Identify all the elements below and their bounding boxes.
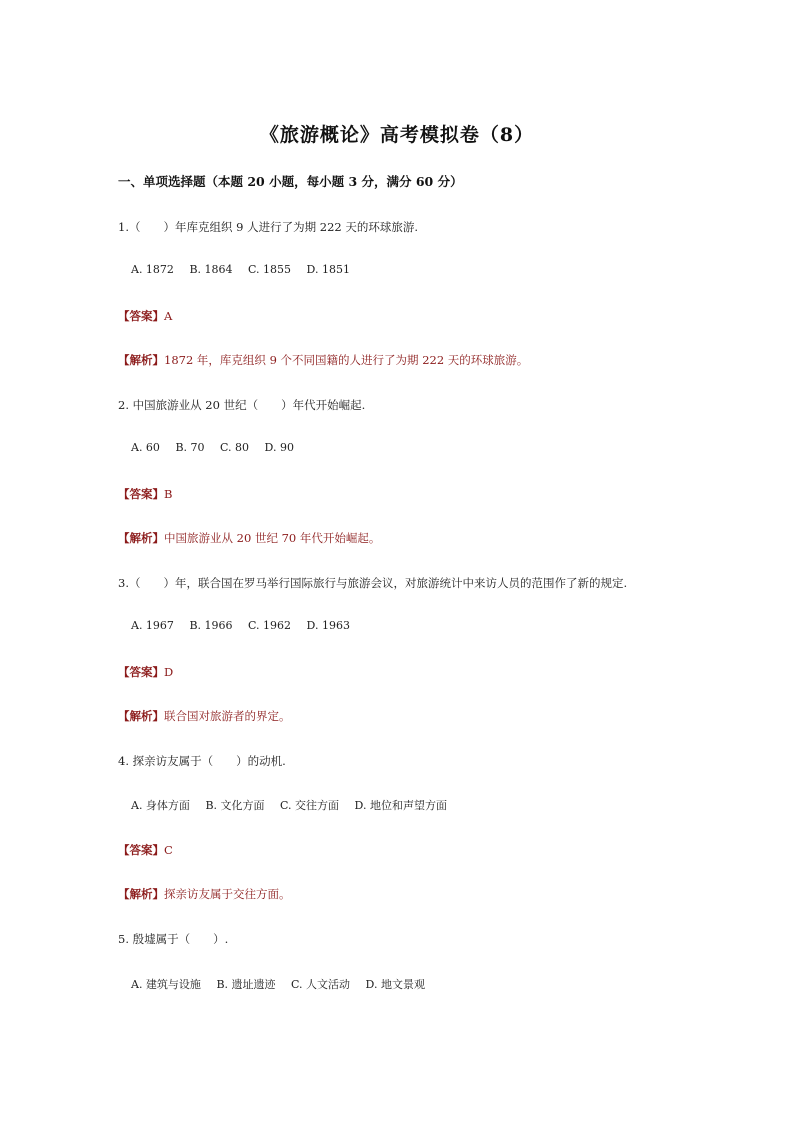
question-1-answer <box>118 308 172 324</box>
analysis-label: 【解析】 <box>118 531 164 545</box>
question-4-stem: 4. 探亲访友属于（ ）的动机. <box>118 754 286 768</box>
option-d: D. 地位和声望方面 <box>354 799 447 812</box>
question-4-analysis <box>118 886 291 902</box>
question-3-analysis <box>118 708 291 724</box>
option-c: C. 1962 <box>248 619 292 632</box>
question-5-options <box>131 976 437 992</box>
question-5-stem: 5. 殷墟属于（ ）. <box>118 932 229 946</box>
question-2-answer <box>118 486 172 502</box>
option-c: C. 交往方面 <box>280 799 340 812</box>
analysis-label: 【解析】 <box>118 887 164 901</box>
question-1-options <box>131 263 362 276</box>
option-b: B. 1864 <box>189 263 233 276</box>
answer-label: 【答案】 <box>118 665 164 679</box>
question-3-stem: 3.（ ）年，联合国在罗马举行国际旅行与旅游会议，对旅游统计中来访人员的范围作了新的规定. <box>118 576 628 590</box>
option-a: A. 1872 <box>131 263 174 276</box>
question-1-stem: 1.（ ）年库克组织 9 人进行了为期 222 天的环球旅游. <box>118 220 419 234</box>
option-b: B. 70 <box>175 441 205 454</box>
answer-value: B <box>164 487 173 501</box>
answer-value: A <box>164 309 173 323</box>
question-2-analysis <box>118 530 380 546</box>
option-d: D. 90 <box>264 441 294 454</box>
option-c: C. 1855 <box>248 263 292 276</box>
analysis-text: 探亲访友属于交往方面。 <box>164 887 291 901</box>
question-1-analysis <box>118 352 528 368</box>
analysis-label: 【解析】 <box>118 709 164 723</box>
analysis-text: 1872 年，库克组织 9 个不同国籍的人进行了为期 222 天的环球旅游。 <box>164 353 529 367</box>
option-c: C. 80 <box>220 441 250 454</box>
question-2-stem: 2. 中国旅游业从 20 世纪（ ）年代开始崛起. <box>118 398 366 412</box>
question-2-options <box>131 441 306 454</box>
analysis-label: 【解析】 <box>118 353 164 367</box>
option-d: D. 1851 <box>306 263 350 276</box>
option-c: C. 人文活动 <box>291 978 351 991</box>
page-title: 《旅游概论》高考模拟卷（8） <box>259 124 535 146</box>
section-heading: 一、单项选择题（本题 20 小题，每小题 3 分，满分 60 分） <box>118 174 463 189</box>
question-3-options <box>131 619 362 632</box>
answer-value: C <box>164 843 173 857</box>
question-3-answer <box>118 664 173 680</box>
answer-value: D <box>164 665 174 679</box>
option-b: B. 1966 <box>189 619 233 632</box>
option-d: D. 地文景观 <box>365 978 425 991</box>
question-4-options <box>131 797 459 813</box>
option-a: A. 建筑与设施 <box>131 978 201 991</box>
analysis-text: 中国旅游业从 20 世纪 70 年代开始崛起。 <box>164 531 381 545</box>
option-d: D. 1963 <box>306 619 350 632</box>
answer-label: 【答案】 <box>118 843 164 857</box>
option-a: A. 60 <box>131 441 160 454</box>
option-a: A. 1967 <box>131 619 174 632</box>
option-a: A. 身体方面 <box>131 799 190 812</box>
answer-label: 【答案】 <box>118 487 164 501</box>
option-b: B. 遗址遗迹 <box>216 978 276 991</box>
analysis-text: 联合国对旅游者的界定。 <box>164 709 291 723</box>
question-4-answer <box>118 842 173 858</box>
answer-label: 【答案】 <box>118 309 164 323</box>
option-b: B. 文化方面 <box>205 799 265 812</box>
